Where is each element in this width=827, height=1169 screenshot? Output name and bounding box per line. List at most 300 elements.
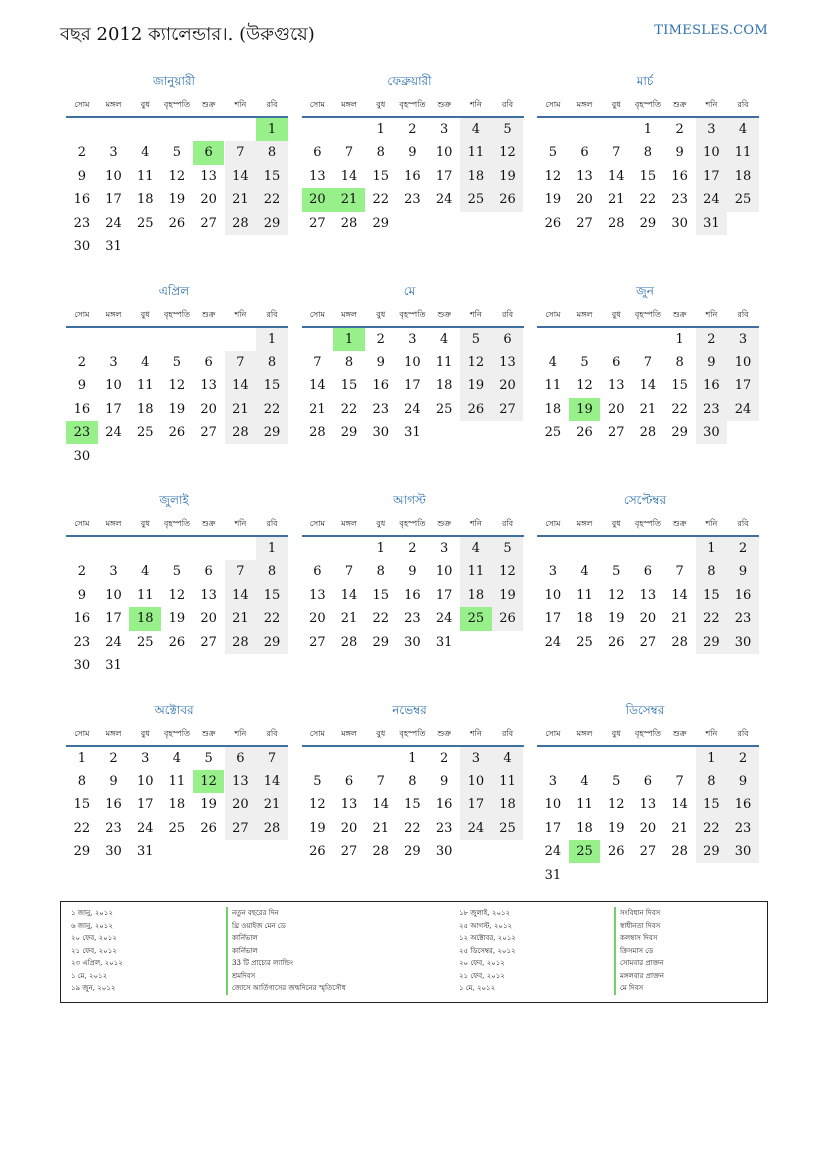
day-cell: 2 [440,750,449,766]
day-cell: 6 [313,145,322,161]
day-cell: 1 [675,331,684,347]
day-cell: 2 [408,541,417,556]
day-cell: 25 [576,634,593,650]
day-cell: 1 [256,537,288,560]
day-cell: 5 [460,328,492,351]
day-cell: 17 [105,192,122,208]
weekday-label: শুক্র [437,100,451,109]
holiday-name: মে দিবস [614,982,664,995]
day-cell: 13 [309,587,326,603]
day-cell: 27 [576,215,593,231]
weekday-label: বৃহস্পতি [399,519,426,528]
day-cell: 19 [492,584,524,607]
day-cell: 28 [256,817,288,840]
day-cell-holiday: 6 [193,141,225,164]
day-cell: 15 [696,584,728,607]
day-cell: 23 [696,398,728,421]
day-cell: 16 [105,797,122,813]
month-name: আগস্ট [393,493,426,507]
day-cell: 16 [73,611,91,627]
day-cell: 2 [727,747,759,770]
day-cell: 27 [200,634,217,650]
weekday-label: শুক্র [437,309,451,319]
month-name: এপ্রিল [158,283,190,298]
day-cell: 30 [372,425,389,441]
day-cell: 9 [727,560,759,583]
day-cell: 2 [109,750,118,766]
day-cell: 26 [168,425,186,441]
day-cell: 28 [372,844,389,860]
day-cell: 22 [671,401,688,417]
holiday-name: শ্রমদিবস [226,970,346,983]
day-cell: 29 [696,631,728,654]
day-cell: 1 [408,750,417,766]
day-cell: 29 [256,421,288,444]
weekday-header [66,306,288,328]
day-cell: 9 [109,773,118,789]
day-cell: 3 [109,145,118,161]
day-cell: 13 [576,168,593,184]
day-cell: 21 [225,607,257,630]
day-cell: 28 [607,215,625,231]
day-cell: 20 [607,401,625,417]
day-cell-holiday: 20 [302,188,334,211]
day-cell: 12 [544,168,562,184]
day-cell-holiday: 18 [129,607,161,630]
day-cell: 11 [136,168,154,184]
day-cell: 4 [440,331,449,347]
day-cell: 17 [696,165,728,188]
day-cell: 22 [256,398,288,421]
day-cell: 3 [696,118,728,141]
holiday-name: স্বাধীনতা দিবস [614,920,664,933]
weekday-label: সোম [74,100,90,109]
day-cell: 23 [671,192,688,208]
day-cell: 29 [404,844,421,860]
day-cell: 3 [727,328,759,351]
day-cell: 19 [607,820,625,836]
day-cell: 30 [435,844,453,860]
day-cell: 5 [580,354,589,370]
day-cell: 8 [696,770,728,793]
day-cell: 17 [105,401,122,417]
weekday-label: বৃহস্পতি [399,309,426,319]
weekday-label: বুধ [611,309,621,319]
weekday-label: রবি [501,100,514,109]
day-cell: 2 [376,331,385,347]
holiday-name: থ্রি ওয়াইজ মেন ডে [226,920,346,933]
holiday-name: 33 টি প্রাচ্যের ল্যান্ডিং [226,957,346,970]
day-cell: 15 [696,793,728,816]
holiday-date: ২৫ আগস্ট, ২০১২ [459,921,513,930]
weekday-label: রবি [737,309,749,319]
weekday-label: সোম [545,519,561,528]
day-cell: 27 [340,844,358,860]
day-cell: 22 [696,607,728,630]
holiday-date-column [459,907,516,995]
day-cell-holiday: 1 [333,328,365,351]
day-cell: 9 [77,378,86,394]
day-cell: 14 [225,374,257,397]
day-cell: 18 [576,611,593,627]
day-cell: 9 [440,773,449,789]
weekday-label: সোম [309,309,325,319]
day-cell: 23 [727,817,759,840]
weekday-label: বুধ [376,728,386,738]
day-cell: 16 [727,793,759,816]
day-cell: 8 [675,354,684,370]
holiday-date: ১৮ জুলাই, ২০১২ [459,909,511,917]
month-name: ফেব্রুয়ারী [387,74,432,88]
day-cell: 15 [340,378,358,394]
weekday-label: মঙ্গল [341,519,357,528]
weekday-label: রবি [266,309,278,319]
day-cell: 4 [141,354,150,370]
weekday-label: শনি [705,309,718,319]
day-cell: 10 [460,770,492,793]
weekday-header [537,96,759,118]
day-cell: 28 [225,421,257,444]
day-cell: 20 [340,820,358,836]
day-cell: 1 [696,537,728,560]
day-cell: 8 [408,773,417,789]
day-cell: 22 [639,192,657,208]
day-cell: 27 [200,425,217,441]
day-cell: 22 [696,817,728,840]
day-cell: 28 [225,631,257,654]
day-cell: 22 [372,192,389,208]
weekday-header [66,515,288,537]
day-cell: 10 [727,351,759,374]
weekday-label: শুক্র [201,309,216,319]
day-cell-holiday: 21 [333,188,365,211]
weekday-label: শনি [469,728,482,738]
weekday-label: মঙ্গল [105,309,122,319]
day-cell: 9 [408,564,417,580]
day-cell: 22 [73,820,91,836]
day-cell: 11 [544,378,562,394]
day-cell: 24 [460,817,492,840]
day-cell: 18 [460,584,492,607]
day-cell: 15 [256,165,288,188]
day-cell: 2 [408,122,417,137]
weekday-label: সোম [309,100,325,109]
day-cell: 6 [313,564,322,580]
day-cell: 27 [607,425,625,441]
page-header [60,20,768,44]
weekday-label: শুক্র [672,728,687,738]
day-cell: 17 [435,168,453,184]
holiday-name: নতুন বছরের দিন [226,907,346,920]
day-cell: 16 [404,587,421,603]
day-cell: 16 [435,797,453,813]
weekday-label: শুক্র [672,309,687,319]
month-name: জুন [636,283,654,298]
day-cell: 13 [340,797,358,813]
weekday-label: শুক্র [437,519,451,528]
day-cell: 17 [435,587,453,603]
day-cell: 6 [204,564,213,580]
day-cell: 8 [256,351,288,374]
holiday-list [60,901,768,1003]
day-cell: 14 [671,587,688,603]
weekday-label: রবি [266,728,278,738]
day-cell: 30 [105,844,122,860]
day-cell: 22 [340,401,358,417]
day-cell: 3 [548,773,557,789]
day-cell: 10 [136,773,154,789]
day-cell: 4 [172,750,182,766]
day-cell: 3 [440,541,449,556]
day-cell: 13 [607,378,625,394]
day-cell: 29 [256,212,288,235]
weekday-label: সোম [545,100,561,109]
weekday-label: সোম [309,519,325,528]
day-cell: 31 [105,658,122,673]
day-cell: 23 [73,215,91,231]
weekday-label: সোম [309,728,325,738]
day-cell: 15 [73,797,91,813]
day-cell: 15 [639,168,657,184]
weekday-label: মঙ্গল [576,728,593,738]
day-cell: 10 [404,354,421,370]
day-cell: 17 [544,820,562,836]
holiday-date: ২৫ ডিসেম্বর, ২০১২ [459,946,516,955]
day-cell: 13 [639,797,657,813]
day-cell: 15 [256,374,288,397]
weekday-label: মঙ্গল [341,309,357,319]
weekday-label: বুধ [140,728,150,738]
weekday-label: শনি [469,100,482,109]
day-cell: 18 [544,401,562,417]
day-cell-holiday: 12 [193,770,225,793]
day-cell: 26 [576,425,593,441]
day-cell: 19 [492,165,524,188]
day-cell: 4 [141,145,150,161]
day-cell: 28 [671,634,688,650]
weekday-header [302,96,524,118]
day-cell: 27 [200,215,217,231]
day-cell: 10 [105,168,122,184]
day-cell: 18 [435,378,453,394]
holiday-name-column [614,907,664,995]
day-cell: 10 [105,378,122,394]
day-cell: 16 [73,192,91,208]
day-cell: 17 [544,611,562,627]
day-cell: 19 [544,192,562,208]
day-cell: 17 [136,797,154,813]
weekday-label: রবি [501,519,514,528]
weekday-label: বৃহস্পতি [163,100,190,109]
month-name: ডিসেম্বর [625,702,665,717]
day-cell: 30 [727,631,759,654]
month-name: মার্চ [636,74,654,88]
day-cell: 20 [576,192,593,208]
day-cell: 9 [408,145,417,161]
day-cell: 25 [435,401,453,417]
holiday-name-column [226,907,346,995]
weekday-label: মঙ্গল [341,100,357,109]
day-cell: 29 [73,844,91,860]
month-name: জানুয়ারী [153,74,195,88]
site-link[interactable]: TIMESLES.COM [654,23,768,38]
day-cell: 8 [344,354,354,370]
day-cell: 5 [204,750,213,766]
day-cell: 19 [200,797,217,813]
day-cell: 18 [492,793,524,816]
weekday-label: সোম [545,728,561,738]
holiday-date: ১ জানু, ২০১২ [71,909,113,917]
weekday-label: বৃহস্পতি [634,728,661,738]
day-cell: 11 [576,797,593,813]
weekday-header [537,306,759,328]
day-cell: 18 [727,165,759,188]
day-cell: 30 [73,448,91,464]
holiday-name: কার্নিভাল [226,945,346,958]
weekday-label: বৃহস্পতি [163,309,190,319]
weekday-label: সোম [545,309,561,319]
day-cell: 27 [639,634,657,650]
day-cell: 14 [340,168,358,184]
holiday-name: কার্নিভাল [226,932,346,945]
day-cell: 5 [612,564,621,580]
day-cell: 26 [607,634,625,650]
day-cell: 6 [643,564,653,580]
day-cell: 4 [580,773,589,789]
day-cell: 14 [225,165,257,188]
weekday-label: শনি [234,309,247,319]
day-cell: 1 [256,328,288,351]
month-name: অক্টোবর [154,702,194,717]
weekday-label: বুধ [376,519,386,528]
day-cell: 12 [168,378,186,394]
day-cell: 16 [696,374,728,397]
weekday-label: শনি [469,309,482,319]
day-cell: 1 [77,750,86,766]
month-name: সেপ্টেম্বর [623,493,667,507]
weekday-label: শনি [705,519,718,528]
day-cell: 24 [435,611,453,627]
day-cell: 21 [309,401,326,417]
day-cell: 5 [548,145,557,161]
day-cell: 14 [607,168,625,184]
weekday-label: রবি [501,309,514,319]
day-cell: 19 [309,820,326,836]
day-cell: 15 [671,378,688,394]
holiday-date: ১ মে, ২০১২ [459,984,496,992]
page-title: বছর 2012 ক্যালেন্ডার।. (উরুগুয়ে) [60,24,315,45]
day-cell: 23 [727,607,759,630]
holiday-date: ১৯ জুন, ২০১২ [71,984,116,992]
weekday-label: বৃহস্পতি [399,728,426,738]
weekday-label: মঙ্গল [105,728,122,738]
day-cell: 8 [256,560,288,583]
day-cell: 22 [256,607,288,630]
day-cell: 9 [77,168,86,184]
day-cell: 16 [372,378,389,394]
weekday-label: মঙ্গল [576,519,593,528]
weekday-label: শুক্র [437,728,451,738]
day-cell: 26 [460,398,492,421]
day-cell: 9 [77,587,86,603]
day-cell: 9 [696,351,728,374]
day-cell: 15 [256,584,288,607]
holiday-name: কলম্বাস দিবস [614,932,664,945]
day-cell: 24 [105,634,122,650]
weekday-label: শুক্র [672,100,687,109]
day-cell: 20 [639,820,657,836]
holiday-name: সংবিধান দিবস [614,907,664,920]
weekday-header [66,725,288,747]
weekday-label: শনি [469,519,482,528]
day-cell: 12 [460,351,492,374]
day-cell: 31 [136,844,154,860]
day-cell: 16 [73,401,91,417]
day-cell: 29 [256,631,288,654]
day-cell: 14 [309,378,326,394]
day-cell: 4 [492,747,524,770]
day-cell: 6 [492,328,524,351]
day-cell: 8 [256,141,288,164]
day-cell: 7 [612,145,621,161]
holiday-date: ১২ অক্টোবর, ২০১২ [459,934,516,942]
day-cell: 14 [372,797,389,813]
day-cell: 2 [77,145,86,161]
day-cell: 25 [727,188,759,211]
day-cell: 12 [492,141,524,164]
day-cell: 12 [492,560,524,583]
day-cell: 11 [136,378,154,394]
day-cell: 11 [492,770,524,793]
weekday-label: সোম [74,519,90,528]
day-cell: 8 [643,145,653,161]
day-cell: 17 [460,793,492,816]
day-cell: 14 [225,584,257,607]
day-cell: 30 [73,239,91,254]
day-cell: 10 [435,145,453,161]
day-cell: 18 [136,401,154,417]
weekday-header [302,306,524,328]
day-cell: 12 [168,168,186,184]
day-cell: 6 [225,747,257,770]
day-cell: 5 [313,773,322,789]
day-cell: 20 [225,793,257,816]
weekday-label: বৃহস্পতি [634,519,661,528]
day-cell: 28 [671,844,688,860]
day-cell: 7 [225,141,257,164]
day-cell: 3 [548,564,557,580]
weekday-label: বৃহস্পতি [163,728,190,738]
day-cell: 28 [340,215,358,231]
day-cell: 31 [404,425,421,441]
weekday-label: শনি [234,519,247,528]
day-cell: 20 [200,401,217,417]
holiday-date: ২৩ এপ্রিল, ২০১২ [71,959,123,967]
day-cell: 18 [168,797,186,813]
day-cell: 7 [643,354,653,370]
day-cell: 8 [376,564,385,580]
day-cell: 23 [435,820,453,836]
day-cell: 7 [225,560,257,583]
day-cell: 7 [256,747,288,770]
day-cell: 18 [460,165,492,188]
day-cell: 5 [492,118,524,141]
holiday-date: ২০ ফেব, ২০১২ [459,959,505,967]
weekday-label: বৃহস্পতি [634,100,661,109]
day-cell: 26 [309,844,326,860]
day-cell: 10 [105,587,122,603]
day-cell: 8 [376,145,385,161]
